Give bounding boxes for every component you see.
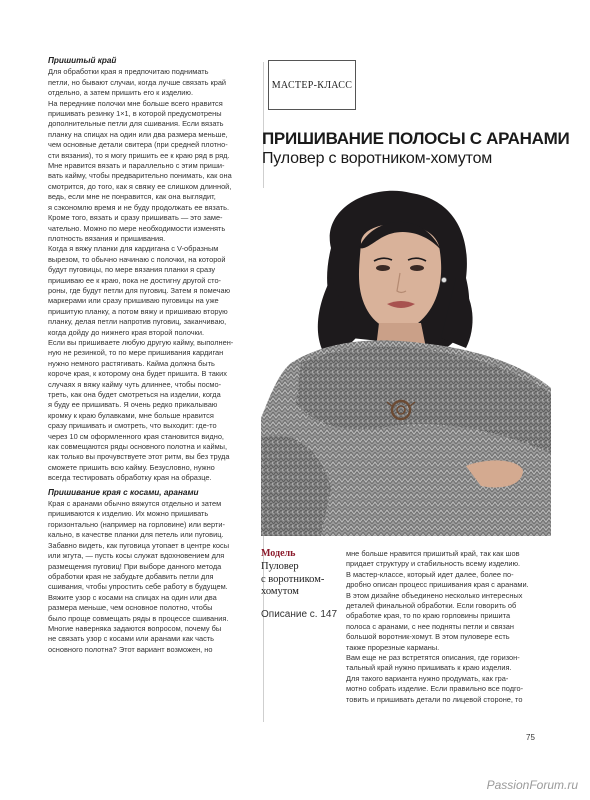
text-line: На переднике полочки мне больше всего нравится [48,98,223,108]
text-line: Кроме того, вязать и сразу пришивать — это заме- [48,213,223,223]
text-line: придает структуру и стабильность всему изделию. [346,559,521,569]
text-line: или жгута, — пусть косы служат вдохновением для [48,551,225,561]
text-line: большой воротник-хомут. В этом пуловере есть [346,632,510,642]
text-line: петли, но бывают случаи, когда лучше связать край [48,77,227,87]
text-line: Для обработки края я предпочитаю поднимать [48,67,209,77]
text-line: горизонтально (например на горловине) или верти- [48,519,225,529]
text-line: ведь, если мне не понравится, как она выглядит, [48,192,216,202]
text-line: маркерами или сразу пришиваю пуговицы на уже [48,296,219,306]
text-line: тальный край нужно пришивать к краю изделия. [346,663,512,673]
text-line: смотрится, до того, как я свяжу ее слишком длинной, [48,181,232,191]
text-line: обработке края, то по краю горловины пришита [346,611,511,621]
text-line: плотность вязания и пришивания. [48,233,166,243]
text-line: будут пуговицы, по мере вязания планки я сразу [48,265,216,275]
text-line: я буду ее пришивать. Я очень редко прикалываю [48,400,218,410]
text-line: сшивания, чтобы упростить себе работу в будущем. [48,582,228,592]
right-column [346,549,544,705]
text-line: размещения пуговиц! При выборе данного метода [48,561,222,571]
text-line: Многие наверняка задаются вопросом, почему бы [48,623,222,633]
watermark: PassionForum.ru [486,778,578,792]
model-description-ref: Описание с. 147 [261,608,338,620]
text-line: сможете пришить всю кайму. Безусловно, нужно [48,462,215,472]
text-line: пришиваются к изделию. Их можно пришивать [48,509,209,519]
article-title: ПРИШИВАНИЕ ПОЛОСЫ С АРАНАМИ [262,129,570,148]
text-line: роны, где будут петли для пуговиц. Затем я помечаю [48,285,231,295]
text-line: Вам еще не раз встретятся описания, где горизон- [346,653,520,663]
text-line: также прорезные карманы. [346,642,440,652]
text-line: обработки края не забудьте добавить петли для [48,571,214,581]
text-line: основного полотна? Этот вариант возможен, но [48,644,213,654]
text-line: В мастер-классе, который идет далее, более по- [346,569,514,579]
page-number: 75 [526,733,535,742]
text-line: вать кайму, чтобы предварительно понимать, как она [48,171,232,181]
text-line: чательно. Можно по мере необходимости изменять [48,223,226,233]
text-line: мотно собрать изделие. Если правильно все подго- [346,684,524,694]
text-line: Когда я вяжу планки для кардигана с V-образным [48,244,219,254]
text-line: когда дойду до нижнего края второй полочки. [48,327,205,337]
text-line: короче края, к которому она будет пришита. В таких [48,369,227,379]
text-line: размера меньше, чем основное полотно, чтобы [48,603,213,613]
text-line: дополнительные петли для сшивания. Если вязать [48,119,224,129]
model-info [261,548,345,620]
text-line: вырезом, то обычно начинаю с полочки, на которой [48,254,226,264]
text-line: через 10 см оформленного края становится видно, [48,431,224,441]
model-photo [261,188,551,536]
text-line: Для такого варианта нужно продумать, как гра- [346,673,509,683]
text-line: отдельно, а затем пришить его к изделию. [48,88,194,98]
text-line: кромку к краю булавками, мне больше нравится [48,410,214,420]
text-line: пришиваю ее к краю, пока не достигну другой сто- [48,275,222,285]
text-line: Если вы пришиваете любую другую кайму, выполнен- [48,337,234,347]
model-name-line: с воротником- [261,573,325,585]
left-column [48,56,244,655]
text-line: треть, как она будет смотреться на изделии, когда [48,390,221,399]
text-line: дробно описан процесс пришивания края с аранами. [346,580,529,590]
text-line: кально, в качестве планки для петель или пуговиц. [48,530,224,540]
text-line: товить и пришивать детали по лицевой стороне, то [346,694,523,704]
text-line: деталей финальной обработки. Если говорить об [346,601,517,611]
paragraph-sewn-edge [48,67,244,483]
text-line: полоса с аранами, с нее подняты петли и связан [346,621,514,631]
model-name [261,561,345,599]
text-line: чем основные детали свитера (при средней плотно- [48,140,228,150]
text-line: Вяжите узор с косами на спицах на один или два [48,592,217,602]
text-line: Забавно видеть, как пуговица утопает в центре косы [48,540,230,550]
text-line: пришитую планку, а потом вяжу и пришиваю вторую [48,306,228,316]
text-line: не связать узор с косами или аранами как часть [48,634,215,644]
text-line: планку, делая петли напротив пуговиц, заканчиваю, [48,317,227,327]
text-line: пришивать резинку 1×1, в которой предусмотрены [48,109,222,119]
text-line: Мне нравится вязать и параллельно с этим приши- [48,161,225,171]
article-subtitle: Пуловер с воротником-хомутом [262,150,493,167]
section-heading-sewn-edge: Пришитый край [48,56,117,65]
section-heading-cable-edge: Пришивание края с косами, аранами [48,487,199,497]
model-name-line: Пуловер [261,561,299,572]
text-line: всегда тестировать обработку края на образце. [48,473,212,483]
text-line: как только вы прочувствуете этот ритм, вы без труда [48,452,230,462]
text-line: было проще совмещать ряды в процессе сшивания. [48,613,229,623]
text-line: случаях я вяжу кайму чуть длиннее, чтобы посмо- [48,379,222,389]
text-line: В этом дизайне объединено несколько интересных [346,590,523,600]
text-line: планку на спицах на один или два размера меньше, [48,129,228,139]
text-line: как совмещаются ряды основного полотна и каймы, [48,442,228,452]
model-label: Модель [261,548,296,559]
master-class-tag: МАСТЕР-КЛАСС [268,60,356,110]
text-line: нужно немного растягивать. Кайма должна быть [48,358,215,368]
text-line: Края с аранами обычно вяжутся отдельно и затем [48,499,222,509]
text-line: ную не резинкой, то по мере пришивания кардиган [48,348,224,358]
text-line: я сэкономлю время и не буду продолжать ее вязать. [48,202,230,212]
text-line: сти вязания), то я могу пришить ее к краю ряд в ряд. [48,150,230,160]
model-name-line: хомутом [261,586,299,597]
model-photo-illustration [261,188,551,536]
paragraph-cable-edge [48,499,244,655]
text-line: мне больше нравится пришитый край, так как шов [346,549,520,558]
text-line: сразу пришивать и смотреть, что выходит: где-то [48,421,217,431]
